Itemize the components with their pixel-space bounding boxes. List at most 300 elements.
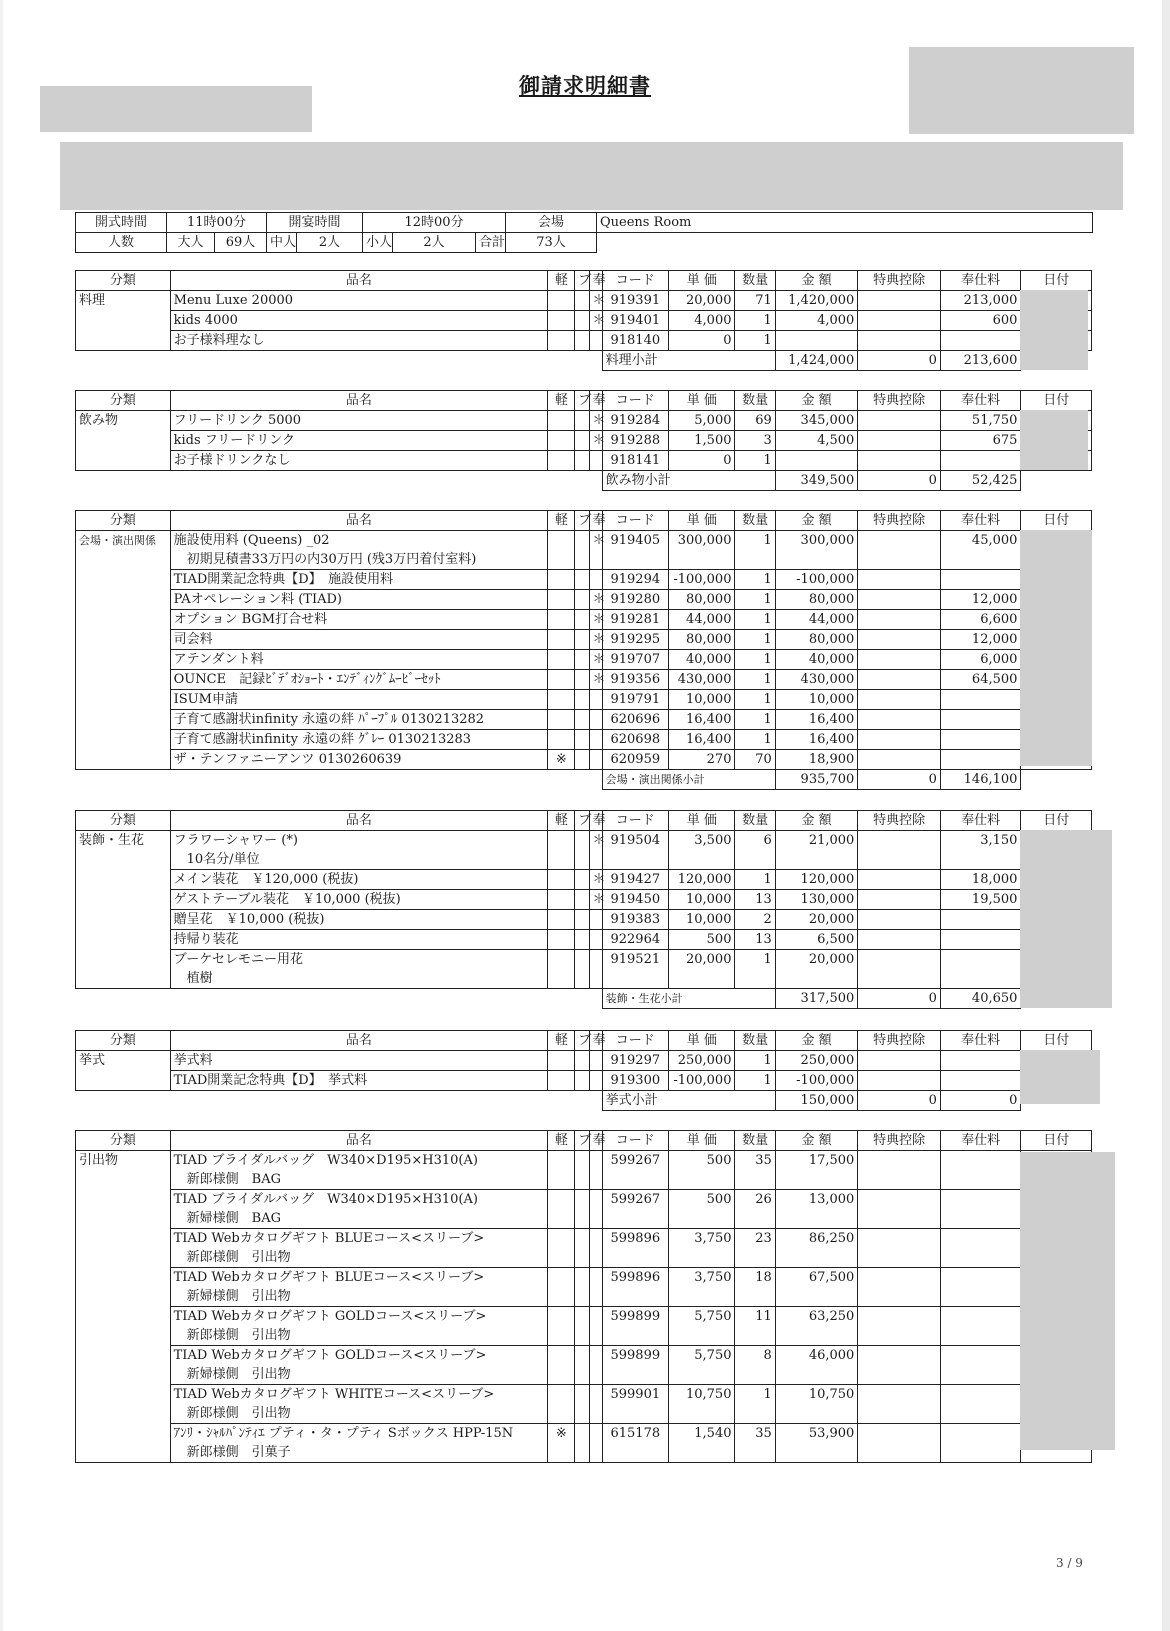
cell-deduction bbox=[858, 291, 941, 311]
cell-price bbox=[669, 1170, 735, 1190]
cell-price: 80,000 bbox=[669, 590, 735, 610]
cell-kei bbox=[548, 630, 575, 650]
cell-deduction bbox=[858, 831, 941, 851]
cell-price: 16,400 bbox=[669, 710, 735, 730]
subtotal-amount: 1,424,000 bbox=[775, 351, 858, 371]
cell-name: Menu Luxe 20000 bbox=[170, 291, 548, 311]
column-header: 日付 bbox=[1021, 271, 1092, 291]
cell-service: 213,000 bbox=[940, 291, 1021, 311]
section-table bbox=[75, 1130, 1092, 1463]
item-row bbox=[76, 950, 1092, 970]
cell-code: 919504 bbox=[602, 831, 668, 851]
cell-name: ザ・テンファニーアンツ 0130260639 bbox=[170, 750, 548, 770]
cell-bu bbox=[575, 291, 589, 311]
column-header: 軽 bbox=[548, 1031, 575, 1051]
cell-name: 子育て感謝状infinity 永遠の絆 ｸﾞﾚｰ 0130213283 bbox=[170, 730, 548, 750]
cell-mark bbox=[589, 1248, 602, 1268]
column-header: 金 額 bbox=[775, 511, 858, 531]
cell-service: 18,000 bbox=[940, 870, 1021, 890]
item-row bbox=[76, 730, 1092, 750]
item-detail-row bbox=[76, 1443, 1092, 1463]
page-left-edge bbox=[0, 0, 3, 1631]
cell-service bbox=[940, 1424, 1021, 1444]
item-row bbox=[76, 590, 1092, 610]
cell-bu bbox=[575, 1443, 589, 1463]
cell-bu bbox=[575, 969, 589, 989]
column-header: 奉 bbox=[589, 1131, 602, 1151]
cell-mark bbox=[589, 1404, 602, 1424]
cell-mark bbox=[589, 570, 602, 590]
cell-price bbox=[669, 969, 735, 989]
cell-bu bbox=[575, 1268, 589, 1288]
cell-qty: 1 bbox=[735, 650, 775, 670]
subtotal-row bbox=[76, 471, 1092, 491]
cell-service: 3,150 bbox=[940, 831, 1021, 851]
subtotal-deduction: 0 bbox=[858, 770, 941, 790]
cell-kei bbox=[548, 1051, 575, 1071]
cell-mark bbox=[589, 1229, 602, 1249]
redacted-area bbox=[1020, 410, 1088, 470]
column-header: 単 価 bbox=[669, 391, 735, 411]
cell-service bbox=[940, 710, 1021, 730]
cell-name: 新郎様側 引菓子 bbox=[170, 1443, 548, 1463]
cell-price: 250,000 bbox=[669, 1051, 735, 1071]
cell-bu bbox=[575, 1385, 589, 1405]
redacted-area bbox=[1020, 530, 1092, 766]
subtotal-tail bbox=[1021, 770, 1092, 790]
item-detail-row bbox=[76, 1287, 1092, 1307]
cell-bu bbox=[575, 690, 589, 710]
cell-code: 922964 bbox=[602, 930, 668, 950]
column-header: ブ bbox=[575, 391, 589, 411]
subtotal-row bbox=[76, 770, 1092, 790]
cell-bu bbox=[575, 1326, 589, 1346]
cell-price bbox=[669, 1404, 735, 1424]
cell-deduction bbox=[858, 710, 941, 730]
cell-code: 599896 bbox=[602, 1268, 668, 1288]
cell-name: 新婦様側 引出物 bbox=[170, 1287, 548, 1307]
cell-price: 16,400 bbox=[669, 730, 735, 750]
cell-service: 64,500 bbox=[940, 670, 1021, 690]
cell-name: TIAD ブライダルバッグ W340×D195×H310(A) bbox=[170, 1190, 548, 1210]
cell-service bbox=[940, 1051, 1021, 1071]
cell-qty bbox=[735, 1404, 775, 1424]
cell-service bbox=[940, 930, 1021, 950]
cell-service bbox=[940, 1268, 1021, 1288]
column-header: 日付 bbox=[1021, 391, 1092, 411]
cell-price: 80,000 bbox=[669, 630, 735, 650]
cell-qty: 1 bbox=[735, 670, 775, 690]
cell-bu bbox=[575, 590, 589, 610]
cell-qty: 23 bbox=[735, 1229, 775, 1249]
cell-name: ｱﾝﾘ・ｼｬﾙﾊﾟﾝﾃｨｴ プティ・タ・プティ Sボックス HPP-15N bbox=[170, 1424, 548, 1444]
cell-kei bbox=[548, 1209, 575, 1229]
cell-mark: ＊ bbox=[589, 890, 602, 910]
label-guests: 人数 bbox=[76, 233, 167, 253]
cell-qty: 1 bbox=[735, 331, 775, 351]
cell-deduction bbox=[858, 690, 941, 710]
cell-kei bbox=[548, 1287, 575, 1307]
cell-name: ISUM申請 bbox=[170, 690, 548, 710]
cell-amount bbox=[775, 1365, 858, 1385]
cell-mark: ＊ bbox=[589, 650, 602, 670]
cell-code bbox=[602, 969, 668, 989]
cell-service bbox=[940, 950, 1021, 970]
column-header: 数量 bbox=[735, 811, 775, 831]
cell-bu bbox=[575, 1346, 589, 1366]
cell-qty: 1 bbox=[735, 610, 775, 630]
cell-mark bbox=[589, 850, 602, 870]
cell-price: 300,000 bbox=[669, 531, 735, 551]
cell-code bbox=[602, 850, 668, 870]
cell-service bbox=[940, 331, 1021, 351]
cell-bu bbox=[575, 910, 589, 930]
column-header: コード bbox=[602, 1131, 668, 1151]
cell-mark: ＊ bbox=[589, 531, 602, 551]
cell-kei bbox=[548, 1071, 575, 1091]
cell-mark bbox=[589, 910, 602, 930]
cell-deduction bbox=[858, 650, 941, 670]
cell-deduction bbox=[858, 1287, 941, 1307]
cell-name: TIAD開業記念特典【D】 施設使用料 bbox=[170, 570, 548, 590]
cell-service: 12,000 bbox=[940, 590, 1021, 610]
cell-code bbox=[602, 1365, 668, 1385]
cell-qty: 1 bbox=[735, 451, 775, 471]
cell-qty: 3 bbox=[735, 431, 775, 451]
cell-bu bbox=[575, 331, 589, 351]
item-row bbox=[76, 531, 1092, 551]
column-header: 分類 bbox=[76, 511, 171, 531]
cell-name: お子様料理なし bbox=[170, 331, 548, 351]
cell-qty: 26 bbox=[735, 1190, 775, 1210]
cell-code: 919383 bbox=[602, 910, 668, 930]
cell-amount: 6,500 bbox=[775, 930, 858, 950]
column-header: 奉仕料 bbox=[940, 511, 1021, 531]
cell-amount: 46,000 bbox=[775, 1346, 858, 1366]
cell-code: 919300 bbox=[602, 1071, 668, 1091]
cell-code: 919295 bbox=[602, 630, 668, 650]
cell-qty bbox=[735, 850, 775, 870]
cell-service bbox=[940, 850, 1021, 870]
cell-mark bbox=[589, 331, 602, 351]
cell-mark bbox=[589, 730, 602, 750]
cell-qty: 1 bbox=[735, 730, 775, 750]
cell-bu bbox=[575, 1248, 589, 1268]
column-header: ブ bbox=[575, 1031, 589, 1051]
cell-deduction bbox=[858, 750, 941, 770]
cell-mark: ＊ bbox=[589, 590, 602, 610]
item-detail-row bbox=[76, 1170, 1092, 1190]
cell-bu bbox=[575, 1190, 589, 1210]
cell-service: 19,500 bbox=[940, 890, 1021, 910]
cell-code: 919791 bbox=[602, 690, 668, 710]
section-table bbox=[75, 810, 1092, 1009]
column-header: 分類 bbox=[76, 811, 171, 831]
cell-bu bbox=[575, 1209, 589, 1229]
cell-price bbox=[669, 1209, 735, 1229]
cell-deduction bbox=[858, 1170, 941, 1190]
item-row bbox=[76, 1307, 1092, 1327]
cell-price: 120,000 bbox=[669, 870, 735, 890]
cell-amount: 16,400 bbox=[775, 730, 858, 750]
cell-kei bbox=[548, 650, 575, 670]
cell-kei bbox=[548, 690, 575, 710]
cell-kei bbox=[548, 1307, 575, 1327]
cell-bu bbox=[575, 850, 589, 870]
column-header: 数量 bbox=[735, 1031, 775, 1051]
cell-deduction bbox=[858, 910, 941, 930]
cell-qty: 1 bbox=[735, 690, 775, 710]
item-row bbox=[76, 831, 1092, 851]
cell-qty: 18 bbox=[735, 1268, 775, 1288]
cell-deduction bbox=[858, 1307, 941, 1327]
cell-code: 599899 bbox=[602, 1346, 668, 1366]
cell-deduction bbox=[858, 1385, 941, 1405]
cell-mark bbox=[589, 690, 602, 710]
cell-service bbox=[940, 1385, 1021, 1405]
cell-amount bbox=[775, 850, 858, 870]
page-number: 3 / 9 bbox=[1056, 1556, 1083, 1570]
cell-code: 599901 bbox=[602, 1385, 668, 1405]
cell-service: 6,000 bbox=[940, 650, 1021, 670]
cell-name: TIAD Webカタログギフト GOLDコース<スリーブ> bbox=[170, 1307, 548, 1327]
column-header: 日付 bbox=[1021, 811, 1092, 831]
cell-kei bbox=[548, 1326, 575, 1346]
item-row bbox=[76, 1268, 1092, 1288]
cell-name: TIAD Webカタログギフト BLUEコース<スリーブ> bbox=[170, 1229, 548, 1249]
cell-deduction bbox=[858, 950, 941, 970]
cell-kei bbox=[548, 610, 575, 630]
item-row bbox=[76, 291, 1092, 311]
cell-deduction bbox=[858, 531, 941, 551]
cell-amount bbox=[775, 550, 858, 570]
cell-price: 3,750 bbox=[669, 1268, 735, 1288]
cell-bu bbox=[575, 1365, 589, 1385]
cell-bu bbox=[575, 610, 589, 630]
item-detail-row bbox=[76, 1404, 1092, 1424]
cell-service bbox=[940, 1326, 1021, 1346]
column-header: 数量 bbox=[735, 1131, 775, 1151]
cell-code: 620698 bbox=[602, 730, 668, 750]
cell-name: 新郎様側 BAG bbox=[170, 1170, 548, 1190]
cell-service bbox=[940, 550, 1021, 570]
column-header: 軽 bbox=[548, 511, 575, 531]
item-detail-row bbox=[76, 1365, 1092, 1385]
item-detail-row bbox=[76, 1209, 1092, 1229]
cell-amount: 40,000 bbox=[775, 650, 858, 670]
column-header: 奉仕料 bbox=[940, 1031, 1021, 1051]
column-header: 奉仕料 bbox=[940, 811, 1021, 831]
cell-bu bbox=[575, 411, 589, 431]
cell-code: 919707 bbox=[602, 650, 668, 670]
cell-mark bbox=[589, 1287, 602, 1307]
cell-code bbox=[602, 1248, 668, 1268]
column-header: 特典控除 bbox=[858, 511, 941, 531]
cell-deduction bbox=[858, 1268, 941, 1288]
column-header: 特典控除 bbox=[858, 1131, 941, 1151]
subtotal-label: 会場・演出関係小計 bbox=[602, 770, 775, 790]
redacted-area bbox=[1020, 1050, 1100, 1104]
cell-deduction bbox=[858, 550, 941, 570]
cell-amount bbox=[775, 451, 858, 471]
cell-qty bbox=[735, 969, 775, 989]
item-row bbox=[76, 610, 1092, 630]
column-header-row bbox=[76, 1031, 1092, 1051]
cell-bu bbox=[575, 531, 589, 551]
blank-cell bbox=[597, 233, 1093, 253]
cell-code bbox=[602, 1287, 668, 1307]
label-venue: 会場 bbox=[506, 213, 597, 233]
cell-amount bbox=[775, 969, 858, 989]
cell-mark bbox=[589, 950, 602, 970]
value-ceremony-time: 11時00分 bbox=[167, 213, 267, 233]
cell-code: 919280 bbox=[602, 590, 668, 610]
cell-code: 919281 bbox=[602, 610, 668, 630]
cell-qty: 1 bbox=[735, 1385, 775, 1405]
cell-code: 919401 bbox=[602, 311, 668, 331]
cell-qty: 1 bbox=[735, 710, 775, 730]
column-header: 奉 bbox=[589, 1031, 602, 1051]
cell-price: 10,000 bbox=[669, 910, 735, 930]
cell-mark bbox=[589, 1051, 602, 1071]
cell-qty: 1 bbox=[735, 950, 775, 970]
cell-qty bbox=[735, 1170, 775, 1190]
cell-name: お子様ドリンクなし bbox=[170, 451, 548, 471]
column-header-row bbox=[76, 391, 1092, 411]
cell-service bbox=[940, 1404, 1021, 1424]
subtotal-deduction: 0 bbox=[858, 351, 941, 371]
column-header: 分類 bbox=[76, 391, 171, 411]
label-reception-time: 開宴時間 bbox=[267, 213, 363, 233]
cell-price: 0 bbox=[669, 331, 735, 351]
cell-qty: 35 bbox=[735, 1424, 775, 1444]
column-header: 単 価 bbox=[669, 811, 735, 831]
category-cell: 飲み物 bbox=[76, 411, 171, 471]
cell-amount: 10,000 bbox=[775, 690, 858, 710]
section-table bbox=[75, 510, 1092, 790]
subtotal-blank bbox=[76, 770, 603, 790]
cell-amount: 345,000 bbox=[775, 411, 858, 431]
cell-bu bbox=[575, 870, 589, 890]
item-row bbox=[76, 411, 1092, 431]
cell-service bbox=[940, 910, 1021, 930]
cell-price: 20,000 bbox=[669, 950, 735, 970]
cell-code bbox=[602, 550, 668, 570]
cell-code: 919450 bbox=[602, 890, 668, 910]
cell-code: 599899 bbox=[602, 1307, 668, 1327]
cell-mark bbox=[589, 1209, 602, 1229]
header-row-2 bbox=[76, 233, 1093, 253]
cell-mark bbox=[589, 1268, 602, 1288]
cell-mark bbox=[589, 1170, 602, 1190]
subtotal-amount: 349,500 bbox=[775, 471, 858, 491]
cell-amount bbox=[775, 1248, 858, 1268]
cell-deduction bbox=[858, 930, 941, 950]
cell-price bbox=[669, 1326, 735, 1346]
item-detail-row bbox=[76, 1326, 1092, 1346]
cell-deduction bbox=[858, 590, 941, 610]
cell-service bbox=[940, 1151, 1021, 1171]
cell-kei bbox=[548, 1190, 575, 1210]
cell-name: 10名分/単位 bbox=[170, 850, 548, 870]
cell-deduction bbox=[858, 1209, 941, 1229]
cell-bu bbox=[575, 750, 589, 770]
column-header: コード bbox=[602, 271, 668, 291]
cell-price: 10,000 bbox=[669, 690, 735, 710]
redacted-area bbox=[1020, 830, 1112, 1008]
redacted-area bbox=[40, 86, 312, 132]
cell-price bbox=[669, 1443, 735, 1463]
value-venue: Queens Room bbox=[597, 213, 1093, 233]
cell-bu bbox=[575, 550, 589, 570]
cell-service bbox=[940, 1209, 1021, 1229]
subtotal-deduction: 0 bbox=[858, 989, 941, 1009]
item-row bbox=[76, 1051, 1092, 1071]
cell-name: 植樹 bbox=[170, 969, 548, 989]
cell-qty: 71 bbox=[735, 291, 775, 311]
cell-mark: ＊ bbox=[589, 311, 602, 331]
cell-kei bbox=[548, 1385, 575, 1405]
cell-code: 918140 bbox=[602, 331, 668, 351]
cell-bu bbox=[575, 1424, 589, 1444]
column-header: 特典控除 bbox=[858, 271, 941, 291]
cell-price: 0 bbox=[669, 451, 735, 471]
cell-amount: 300,000 bbox=[775, 531, 858, 551]
subtotal-blank bbox=[76, 351, 603, 371]
cell-price bbox=[669, 1287, 735, 1307]
cell-service bbox=[940, 1248, 1021, 1268]
cell-qty: 1 bbox=[735, 1051, 775, 1071]
cell-amount: 18,900 bbox=[775, 750, 858, 770]
cell-service bbox=[940, 451, 1021, 471]
cell-amount: 21,000 bbox=[775, 831, 858, 851]
cell-kei bbox=[548, 969, 575, 989]
cell-price: 1,500 bbox=[669, 431, 735, 451]
label-middle: 中人 bbox=[267, 233, 297, 253]
subtotal-blank bbox=[76, 989, 603, 1009]
column-header: 特典控除 bbox=[858, 811, 941, 831]
cell-name: 子育て感謝状infinity 永遠の絆 ﾊﾟｰﾌﾟﾙ 0130213282 bbox=[170, 710, 548, 730]
cell-deduction bbox=[858, 570, 941, 590]
column-header: コード bbox=[602, 391, 668, 411]
item-row bbox=[76, 690, 1092, 710]
item-detail-row bbox=[76, 1248, 1092, 1268]
cell-name: メイン装花 ￥120,000 (税抜) bbox=[170, 870, 548, 890]
cell-mark bbox=[589, 1346, 602, 1366]
item-row bbox=[76, 910, 1092, 930]
subtotal-deduction: 0 bbox=[858, 471, 941, 491]
cell-service bbox=[940, 1287, 1021, 1307]
cell-code bbox=[602, 1209, 668, 1229]
column-header: 軽 bbox=[548, 271, 575, 291]
cell-qty: 1 bbox=[735, 531, 775, 551]
item-row bbox=[76, 1071, 1092, 1091]
cell-code: 919284 bbox=[602, 411, 668, 431]
cell-bu bbox=[575, 650, 589, 670]
redacted-area bbox=[1020, 290, 1088, 370]
subtotal-deduction: 0 bbox=[858, 1091, 941, 1111]
cell-name: TIAD Webカタログギフト BLUEコース<スリーブ> bbox=[170, 1268, 548, 1288]
cell-service bbox=[940, 1346, 1021, 1366]
cell-qty bbox=[735, 1287, 775, 1307]
cell-qty: 11 bbox=[735, 1307, 775, 1327]
column-header: 分類 bbox=[76, 271, 171, 291]
cell-mark: ＊ bbox=[589, 291, 602, 311]
cell-mark bbox=[589, 969, 602, 989]
cell-price: 270 bbox=[669, 750, 735, 770]
cell-bu bbox=[575, 1151, 589, 1171]
cell-deduction bbox=[858, 1365, 941, 1385]
